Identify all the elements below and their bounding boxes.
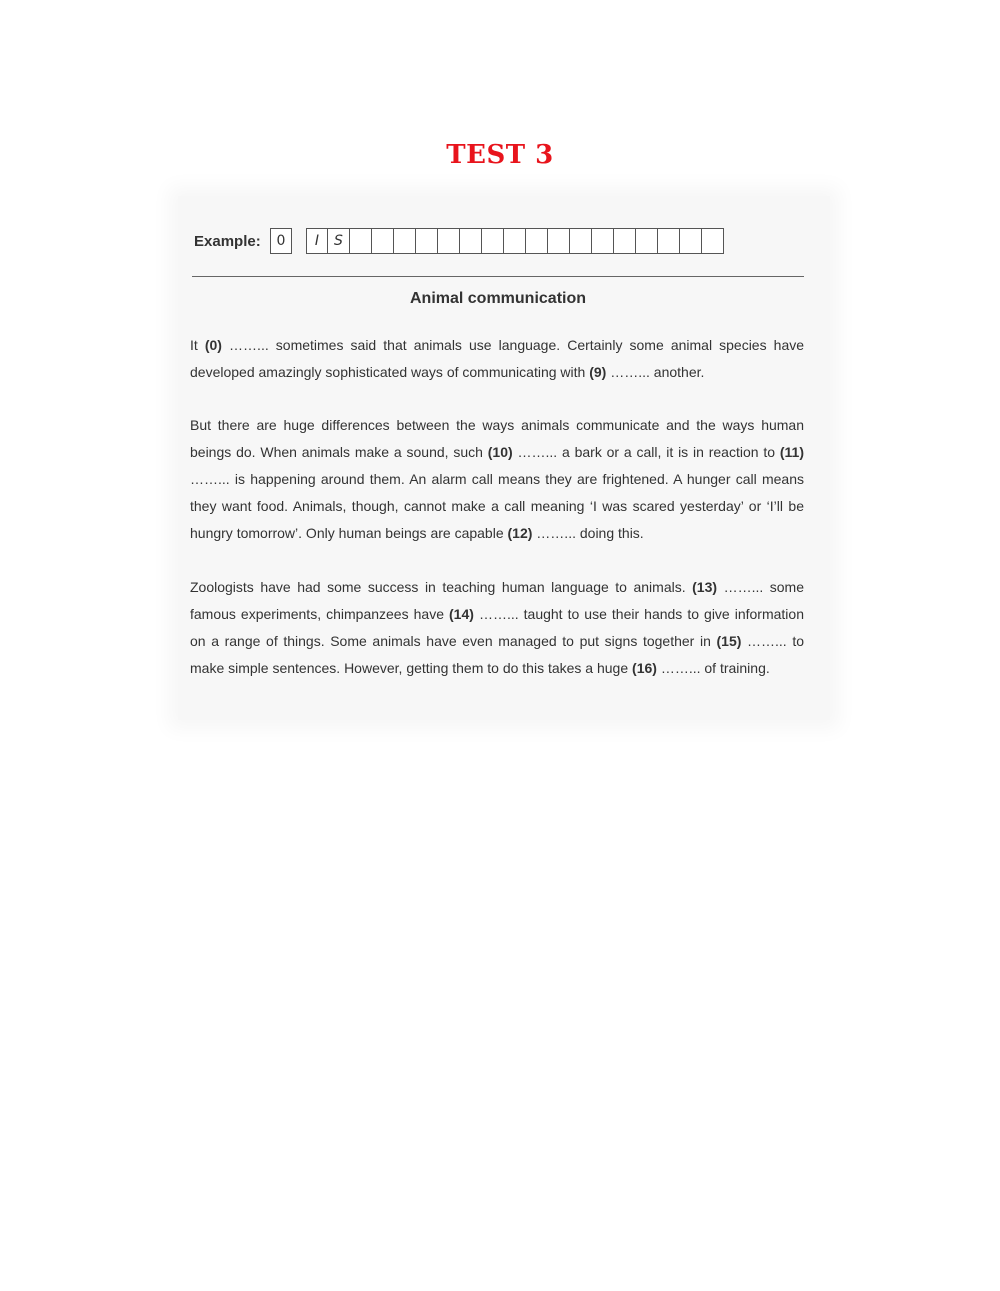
passage-text: ……... is happening around them. An alarm call means they are frightened. A hunger call means they want food. Animals, though, cannot make a call meaning ‘I was scared yesterday’ or ‘I’ll be hungry tomorrow’. Only human beings are capable [190, 471, 804, 541]
gap-number: (0) [204, 337, 222, 353]
answer-cell [350, 228, 372, 254]
passage-text: ……... a bark or a call, it is in reaction to [512, 444, 780, 460]
passage-text: But there are huge differences between the ways animals communicate and the ways human beings do. When animals make a sound, such [190, 417, 804, 460]
divider [192, 276, 804, 277]
answer-cell [504, 228, 526, 254]
gap-number: (16) [632, 660, 657, 676]
passage-text: ……... some famous experiments, chimpanzees have [190, 579, 804, 622]
example-label: Example: [194, 232, 261, 250]
passage-text: ……... another. [606, 364, 705, 380]
answer-cell [680, 228, 702, 254]
answer-grid [306, 228, 724, 254]
passage-text: ……... taught to use their hands to give information on a range of things. Some animals have even managed to put signs together in [190, 606, 804, 649]
answer-cell [658, 228, 680, 254]
passage-title: Animal communication [409, 290, 587, 307]
test-title: TEST 3 [446, 140, 554, 170]
answer-cell: S [328, 228, 350, 254]
answer-cell [438, 228, 460, 254]
gap-number: (15) [716, 633, 742, 649]
passage-text: ……... to make simple sentences. However, getting them to do this takes a huge [190, 633, 805, 676]
example-row [194, 226, 724, 256]
answer-cell [636, 228, 658, 254]
gap-number: (10) [487, 444, 513, 460]
gap-number: (13) [692, 579, 718, 595]
answer-cell [460, 228, 482, 254]
passage-text: ……... sometimes said that animals use language. Certainly some animal species have developed amazingly sophisticated ways of communicating with [190, 337, 805, 380]
answer-cell [416, 228, 438, 254]
gap-number: (14) [449, 606, 474, 622]
paragraph-1 [190, 332, 804, 386]
passage-text: Zoologists have had some success in teaching human language to animals. [190, 579, 693, 595]
answer-cell [570, 228, 592, 254]
gap-number: (9) [589, 364, 607, 380]
example-number-box: 0 [270, 228, 292, 254]
passage-text: ……... of training. [656, 660, 770, 676]
passage-text: It [190, 337, 205, 353]
paragraph-3 [190, 574, 804, 682]
answer-cell [372, 228, 394, 254]
answer-cell [702, 228, 724, 254]
paragraph-2 [190, 412, 804, 547]
gap-number: (11) [779, 444, 804, 460]
gap-number: (12) [507, 525, 533, 541]
answer-cell [548, 228, 570, 254]
answer-cell [592, 228, 614, 254]
answer-cell [394, 228, 416, 254]
answer-cell: I [306, 228, 328, 254]
answer-cell [614, 228, 636, 254]
passage-text: ……... doing this. [532, 525, 644, 541]
answer-cell [526, 228, 548, 254]
answer-cell [482, 228, 504, 254]
